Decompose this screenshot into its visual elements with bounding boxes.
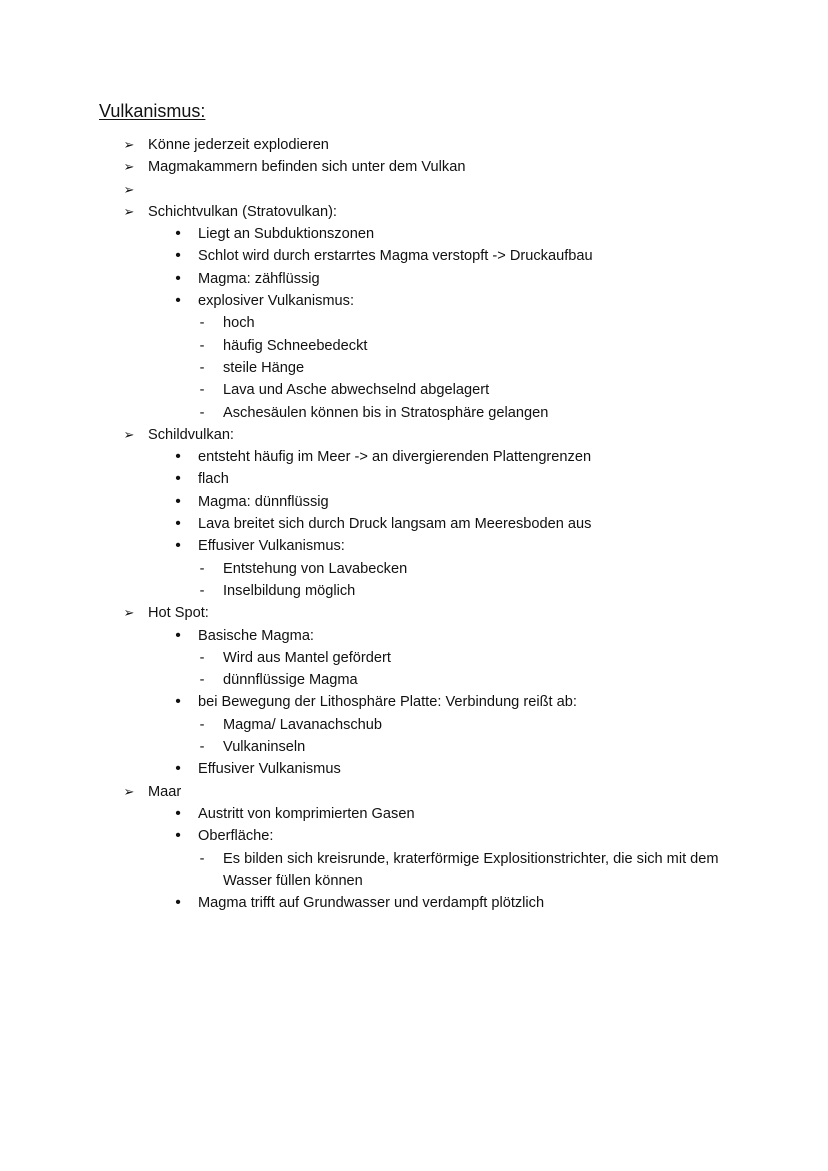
outline-item-text: Es bilden sich kreisrunde, kraterförmige Explositionstrichter, die sich mit dem Wasser füllen können bbox=[223, 850, 719, 889]
bullet-marker-icon: • bbox=[175, 537, 181, 555]
outline-item-level-2 bbox=[0, 446, 828, 468]
outline-item-text: Magma: dünnflüssig bbox=[198, 493, 329, 510]
outline-item-level-3 bbox=[0, 335, 828, 357]
outline-list bbox=[0, 134, 828, 914]
bullet-marker-icon: • bbox=[175, 292, 181, 310]
outline-item-text: Effusiver Vulkanismus bbox=[198, 761, 341, 778]
outline-item-level-3 bbox=[0, 312, 828, 334]
bullet-marker-icon: • bbox=[175, 894, 181, 912]
outline-item-text: Inselbildung möglich bbox=[223, 582, 356, 599]
bullet-marker-icon: • bbox=[175, 225, 181, 243]
outline-item-text: dünnflüssige Magma bbox=[223, 672, 358, 689]
bullet-marker-icon: • bbox=[175, 827, 181, 845]
outline-item-text: Magma trifft auf Grundwasser und verdampft plötzlich bbox=[198, 895, 545, 912]
outline-item-level-2 bbox=[0, 290, 828, 312]
outline-item-text: Wird aus Mantel gefördert bbox=[223, 649, 391, 666]
outline-item-level-3 bbox=[0, 357, 828, 379]
dash-marker-icon: - bbox=[199, 739, 205, 756]
bullet-marker-icon: • bbox=[175, 269, 181, 287]
outline-item-level-2 bbox=[0, 513, 828, 535]
outline-item-text: Hot Spot: bbox=[148, 605, 209, 622]
dash-marker-icon: - bbox=[199, 382, 205, 399]
outline-item-text: Liegt an Subduktionszonen bbox=[198, 226, 375, 243]
outline-item-level-3 bbox=[0, 647, 828, 669]
outline-item-text: hoch bbox=[223, 315, 255, 332]
bullet-marker-icon: • bbox=[175, 760, 181, 778]
bullet-marker-icon: • bbox=[175, 515, 181, 533]
outline-item-level-2 bbox=[0, 468, 828, 490]
dash-marker-icon: - bbox=[199, 315, 205, 332]
outline-item-level-2 bbox=[0, 758, 828, 780]
dash-marker-icon: - bbox=[199, 716, 205, 733]
outline-item-text: Magma: zähflüssig bbox=[198, 270, 320, 287]
outline-item-level-2 bbox=[0, 691, 828, 713]
arrow-marker-icon: ➢ bbox=[123, 203, 135, 219]
outline-item-text: explosiver Vulkanismus: bbox=[198, 293, 354, 310]
arrow-marker-icon: ➢ bbox=[123, 181, 135, 197]
dash-marker-icon: - bbox=[199, 359, 205, 376]
outline-item-text: Oberfläche: bbox=[198, 828, 274, 845]
outline-item-text: flach bbox=[198, 471, 229, 488]
arrow-marker-icon: ➢ bbox=[123, 426, 135, 442]
outline-item-level-2 bbox=[0, 803, 828, 825]
dash-marker-icon: - bbox=[199, 404, 205, 421]
outline-item-level-2 bbox=[0, 245, 828, 267]
outline-item-level-2 bbox=[0, 825, 828, 847]
outline-item-text: Magmakammern befinden sich unter dem Vulkan bbox=[148, 159, 466, 176]
outline-item-level-1 bbox=[0, 179, 828, 201]
outline-item-text: Könne jederzeit explodieren bbox=[148, 137, 329, 153]
outline-item-level-2 bbox=[0, 491, 828, 513]
outline-item-level-2 bbox=[0, 892, 828, 914]
bullet-marker-icon: • bbox=[175, 247, 181, 265]
outline-item-level-1 bbox=[0, 201, 828, 223]
outline-item-text: Maar bbox=[148, 783, 182, 800]
outline-item-level-3 bbox=[0, 402, 828, 424]
bullet-marker-icon: • bbox=[175, 626, 181, 644]
outline-item-text: entsteht häufig im Meer -> an divergierenden Plattengrenzen bbox=[198, 449, 592, 466]
outline-item-text: Austritt von komprimierten Gasen bbox=[198, 805, 415, 822]
outline-item-level-3 bbox=[0, 736, 828, 758]
outline-item-text: Aschesäulen können bis in Stratosphäre gelangen bbox=[223, 404, 549, 421]
outline-item-level-3 bbox=[0, 580, 828, 602]
bullet-marker-icon: • bbox=[175, 804, 181, 822]
bullet-marker-icon: • bbox=[175, 492, 181, 510]
dash-marker-icon: - bbox=[199, 672, 205, 689]
outline-item-text: Vulkaninseln bbox=[223, 739, 306, 756]
outline-item-level-1 bbox=[0, 781, 828, 803]
outline-item-level-2 bbox=[0, 535, 828, 557]
outline-item-level-2 bbox=[0, 223, 828, 245]
outline-item-text: Magma/ Lavanachschub bbox=[223, 716, 383, 733]
outline-item-text: Lava breitet sich durch Druck langsam am Meeresboden aus bbox=[198, 516, 592, 533]
arrow-marker-icon: ➢ bbox=[123, 159, 135, 175]
outline-item-text: Schlot wird durch erstarrtes Magma verstopft -> Druckaufbau bbox=[198, 248, 593, 265]
outline-item-level-3 bbox=[0, 558, 828, 580]
outline-item-text: Lava und Asche abwechselnd abgelagert bbox=[223, 382, 490, 399]
outline-item-text: bei Bewegung der Lithosphäre Platte: Verbindung reißt ab: bbox=[198, 694, 577, 711]
outline-item-level-1 bbox=[0, 602, 828, 624]
arrow-marker-icon: ➢ bbox=[123, 783, 135, 799]
bullet-marker-icon: • bbox=[175, 470, 181, 488]
outline-item-text: Entstehung von Lavabecken bbox=[223, 560, 408, 577]
bullet-marker-icon: • bbox=[175, 693, 181, 711]
outline-item-level-1 bbox=[0, 134, 828, 156]
outline-item-text: Schildvulkan: bbox=[148, 426, 234, 443]
bullet-marker-icon: • bbox=[175, 448, 181, 466]
outline-item-level-3 bbox=[0, 848, 828, 893]
outline-item-level-3 bbox=[0, 379, 828, 401]
document-title: Vulkanismus: bbox=[99, 101, 206, 121]
outline-item-text: Effusiver Vulkanismus: bbox=[198, 538, 345, 555]
dash-marker-icon: - bbox=[199, 337, 205, 354]
arrow-marker-icon: ➢ bbox=[123, 137, 135, 152]
dash-marker-icon: - bbox=[199, 649, 205, 666]
outline-item-level-2 bbox=[0, 268, 828, 290]
dash-marker-icon: - bbox=[199, 850, 205, 867]
outline-item-text: steile Hänge bbox=[223, 359, 305, 376]
outline-item-text: Basische Magma: bbox=[198, 627, 314, 644]
outline-item-level-3 bbox=[0, 714, 828, 736]
dash-marker-icon: - bbox=[199, 582, 205, 599]
outline-item-text: häufig Schneebedeckt bbox=[223, 337, 368, 354]
outline-item-level-3 bbox=[0, 669, 828, 691]
outline-item-level-1 bbox=[0, 424, 828, 446]
arrow-marker-icon: ➢ bbox=[123, 605, 135, 621]
outline-item-level-1 bbox=[0, 156, 828, 178]
outline-item-text: Schichtvulkan (Stratovulkan): bbox=[148, 203, 337, 220]
outline-item-level-2 bbox=[0, 625, 828, 647]
dash-marker-icon: - bbox=[199, 560, 205, 577]
